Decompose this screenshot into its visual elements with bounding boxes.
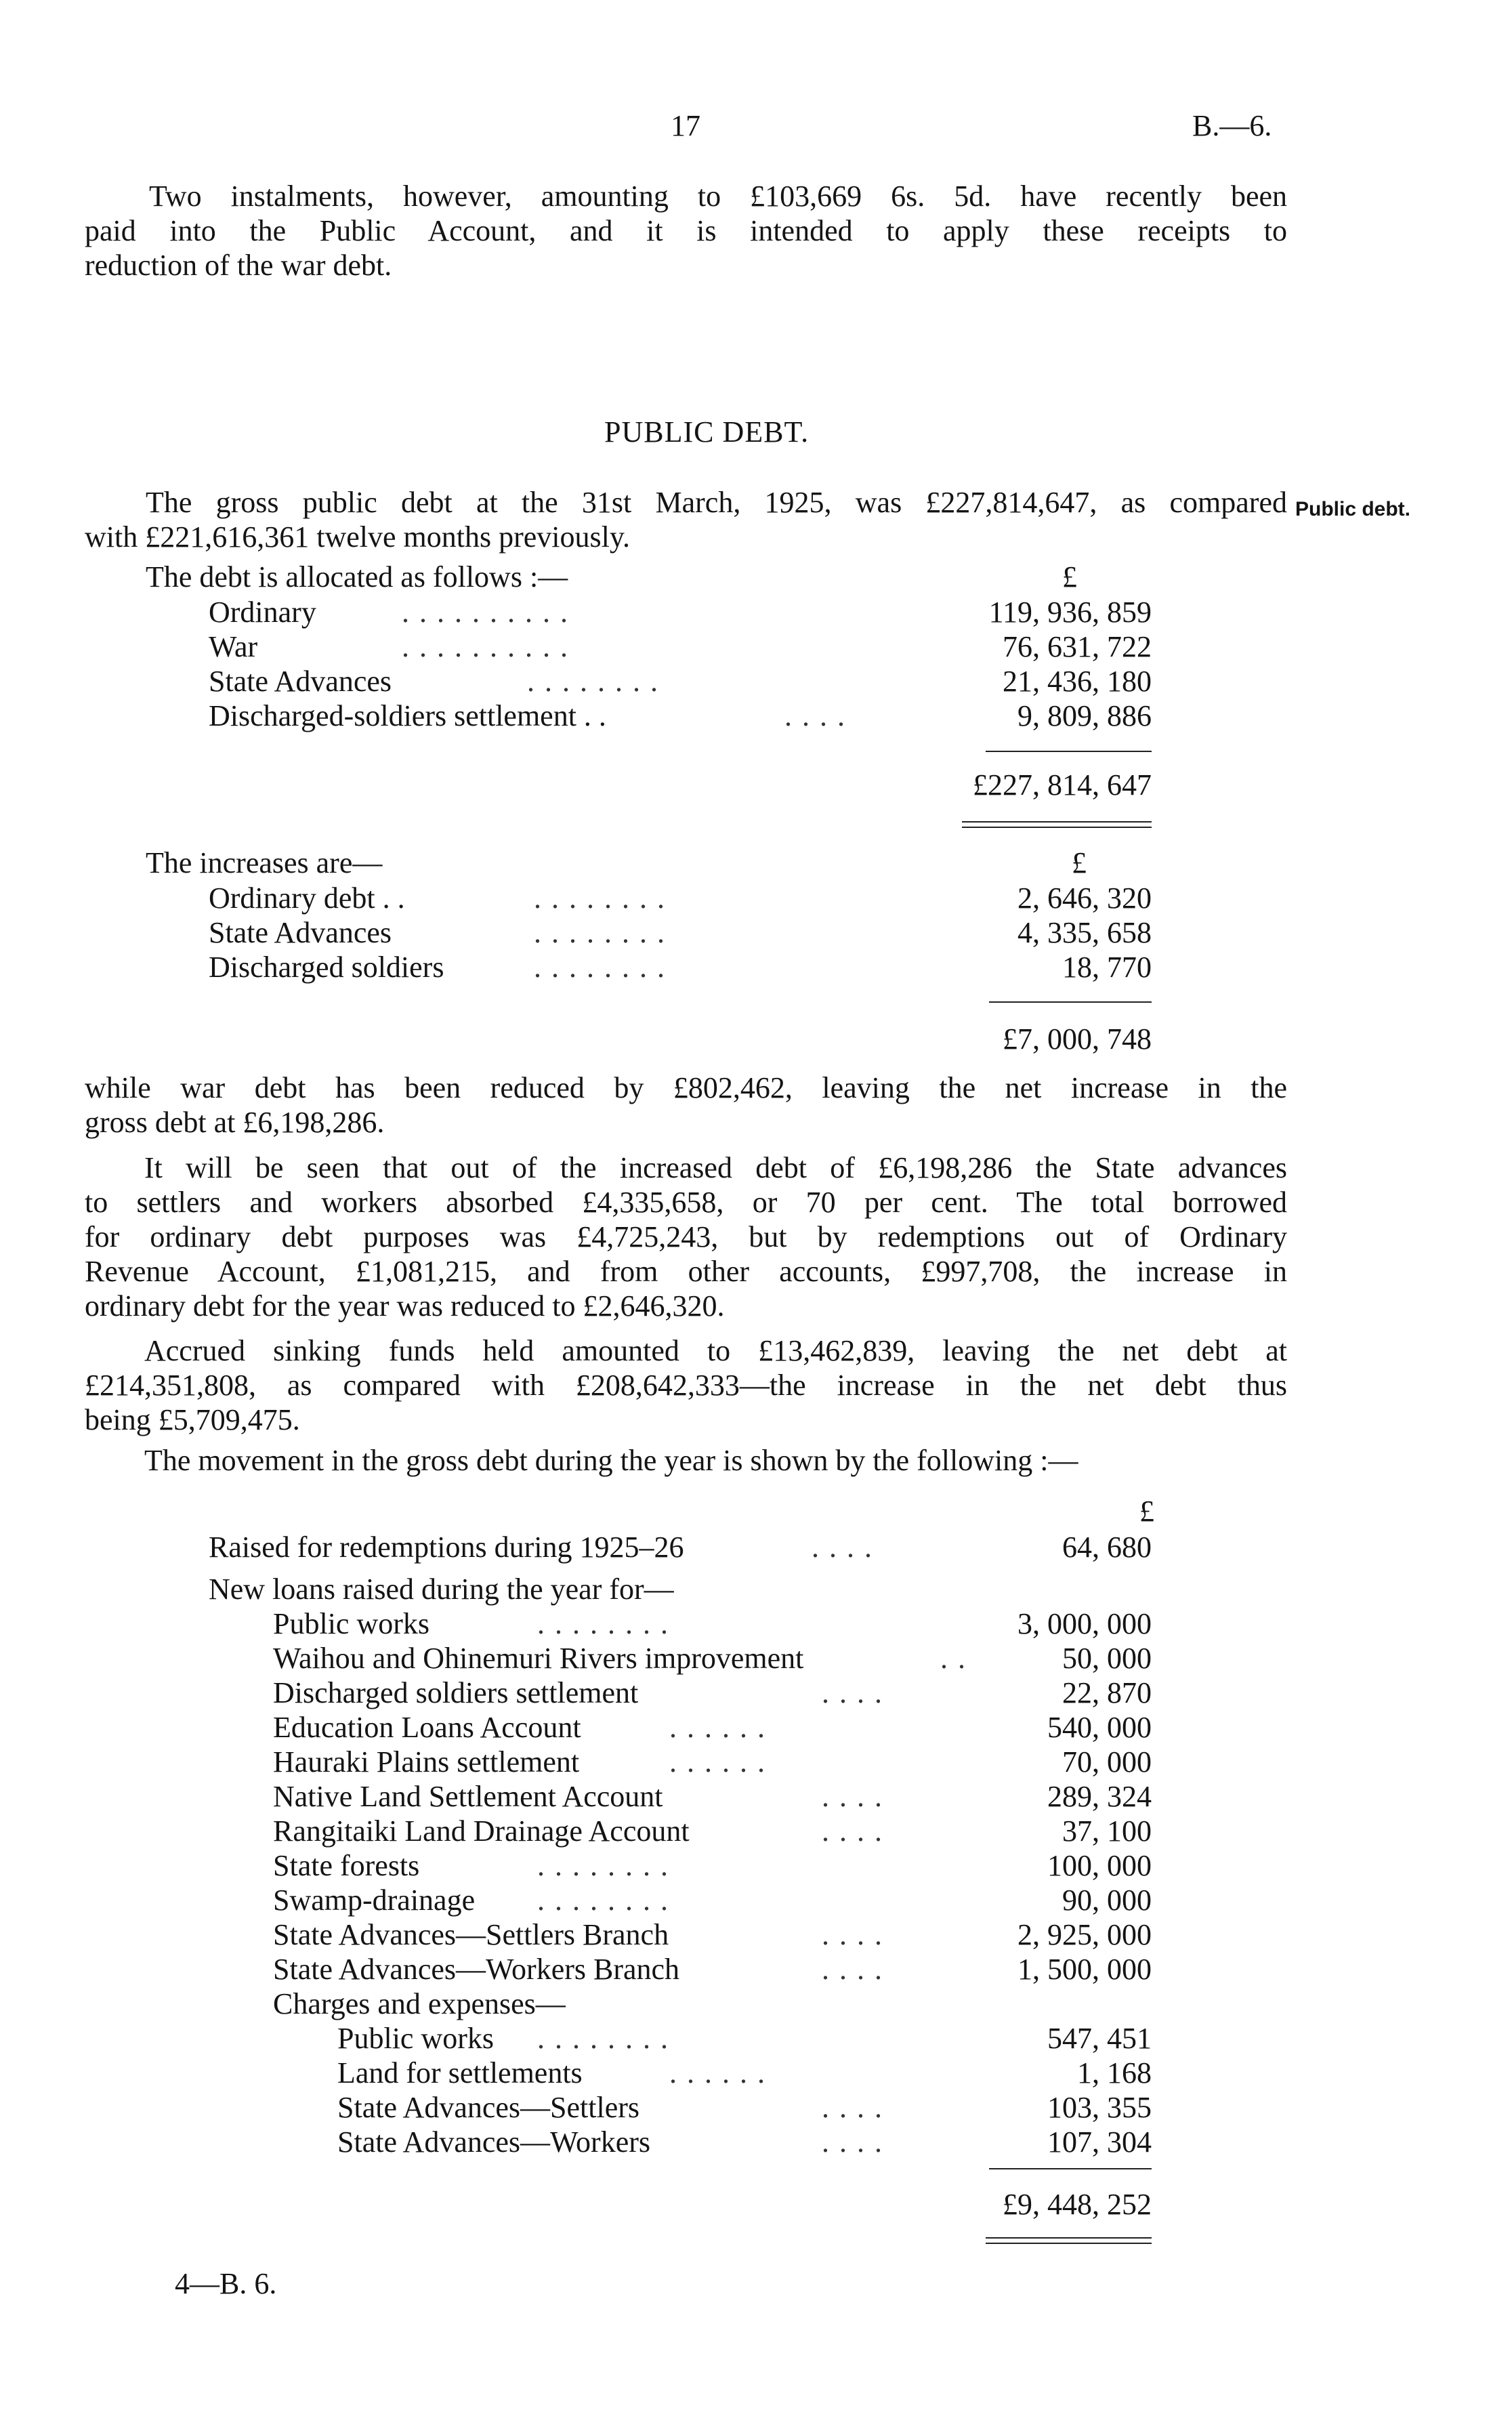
subtotal-rule xyxy=(986,751,1152,752)
leader-dots: . . . . . . . . xyxy=(527,665,659,698)
text-line: to settlers and workers absorbed £4,335,658, or 70 per cent. The total borrowed xyxy=(85,1186,1287,1219)
table-row xyxy=(209,915,1152,950)
table-row xyxy=(209,1987,1152,2021)
leader-dots: . . . . xyxy=(812,1531,873,1564)
row-amount: 64, 680 xyxy=(1062,1531,1152,1564)
text-line: The gross public debt at the 31st March, 1925, was £227,814,647, as compared xyxy=(146,486,1287,519)
row-label: War xyxy=(209,630,258,663)
row-label: Discharged soldiers settlement xyxy=(273,1676,639,1709)
text-line: Revenue Account, £1,081,215, and from other accounts, £997,708, the increase in xyxy=(85,1255,1287,1288)
subtotal-rule xyxy=(989,1001,1152,1003)
table-row xyxy=(209,1883,1152,1917)
row-amount: 2, 646, 320 xyxy=(1017,881,1152,915)
leader-dots: . . . . . . xyxy=(669,1711,766,1744)
text-line: It will be seen that out of the increased debt of £6,198,286 the State advances xyxy=(144,1151,1287,1184)
row-amount: 22, 870 xyxy=(1062,1676,1152,1709)
row-amount: 103, 355 xyxy=(1047,2091,1152,2124)
leader-dots: . . . . xyxy=(822,2125,883,2159)
row-amount: 50, 000 xyxy=(1062,1642,1152,1675)
row-label: State Advances—Workers xyxy=(337,2125,650,2159)
row-amount: 119, 936, 859 xyxy=(988,596,1152,629)
row-amount: 1, 168 xyxy=(1077,2056,1152,2089)
increases-total: £7, 000, 748 xyxy=(1003,1022,1152,1056)
table-row xyxy=(209,629,1152,664)
leader-dots: . . . . xyxy=(784,699,846,732)
table-row xyxy=(209,950,1152,984)
row-amount: 3, 000, 000 xyxy=(1017,1607,1152,1640)
row-amount: 289, 324 xyxy=(1047,1780,1152,1813)
row-amount: 2, 925, 000 xyxy=(1017,1918,1152,1951)
text-line: Accrued sinking funds held amounted to £13,462,839, leaving the net debt at xyxy=(144,1334,1287,1367)
row-label: Swamp-drainage xyxy=(273,1884,476,1917)
leader-dots: . . . . . . . . xyxy=(537,1849,669,1882)
leader-dots: . . . . . . . . xyxy=(537,1884,669,1917)
leader-dots: . . . . . . . . xyxy=(537,2022,669,2055)
text-line: Two instalments, however, amounting to £103,669 6s. 5d. have recently been xyxy=(149,180,1287,213)
row-amount: 9, 809, 886 xyxy=(1017,699,1152,732)
increases-intro: The increases are— xyxy=(146,846,383,879)
row-label: Rangitaiki Land Drainage Account xyxy=(273,1814,690,1848)
allocation-currency-symbol: £ xyxy=(1062,560,1077,594)
table-row xyxy=(209,2090,1152,2125)
row-label: State Advances xyxy=(209,665,392,698)
row-label: State Advances xyxy=(209,916,392,949)
section-title: PUBLIC DEBT. xyxy=(604,415,810,449)
leader-dots: . . . . . . . . . . xyxy=(402,596,569,629)
leader-dots: . . . . xyxy=(822,2091,883,2124)
table-row xyxy=(209,1710,1152,1745)
text-line: being £5,709,475. xyxy=(85,1403,300,1436)
table-row xyxy=(209,1952,1152,1987)
text-line: ordinary debt for the year was reduced to £2,646,320. xyxy=(85,1289,725,1323)
table-row xyxy=(209,881,1152,915)
footer-code: 4—B. 6. xyxy=(175,2267,277,2300)
row-label: Ordinary debt . . xyxy=(209,881,405,915)
leader-dots: . . . . . . . . xyxy=(534,881,666,915)
table-row xyxy=(209,1641,1152,1676)
margin-note: Public debt. xyxy=(1295,498,1411,520)
table-row xyxy=(209,1848,1152,1883)
allocation-intro: The debt is allocated as follows :— xyxy=(146,560,568,594)
row-label: State Advances—Settlers xyxy=(337,2091,640,2124)
total-rule xyxy=(986,2237,1152,2239)
text-line: reduction of the war debt. xyxy=(85,249,392,282)
leader-dots: . . . . xyxy=(822,1780,883,1813)
allocation-total: £227, 814, 647 xyxy=(973,768,1152,802)
row-amount: 37, 100 xyxy=(1062,1814,1152,1848)
leader-dots: . . . . . . . . xyxy=(534,951,666,984)
gross-debt-paragraph xyxy=(85,485,1287,554)
row-label: Discharged-soldiers settlement . . xyxy=(209,699,606,732)
text-line: gross debt at £6,198,286. xyxy=(85,1106,385,1139)
table-row xyxy=(209,595,1152,629)
table-row xyxy=(209,2021,1152,2056)
row-amount: 70, 000 xyxy=(1062,1745,1152,1779)
table-row xyxy=(209,1814,1152,1848)
total-rule xyxy=(986,2243,1152,2244)
leader-dots: . . . . . . . . xyxy=(537,1607,669,1640)
text-line: paid into the Public Account, and it is intended to apply these receipts to xyxy=(85,214,1287,247)
table-row xyxy=(209,1530,1152,1564)
row-label: Public works xyxy=(273,1607,429,1640)
row-amount: 21, 436, 180 xyxy=(1003,665,1152,698)
movement-total: £9, 448, 252 xyxy=(1003,2188,1152,2221)
row-label: New loans raised during the year for— xyxy=(209,1573,674,1606)
movement-intro xyxy=(85,1443,1287,1478)
row-label: Hauraki Plains settlement xyxy=(273,1745,580,1779)
row-label: State Advances—Settlers Branch xyxy=(273,1918,669,1951)
sinking-funds-paragraph xyxy=(85,1333,1287,1437)
row-amount: 540, 000 xyxy=(1047,1711,1152,1744)
leader-dots: . . . . xyxy=(822,1814,883,1848)
row-label: Native Land Settlement Account xyxy=(273,1780,663,1813)
leader-dots: . . . . xyxy=(822,1918,883,1951)
row-amount: 90, 000 xyxy=(1062,1884,1152,1917)
table-row xyxy=(209,1676,1152,1710)
row-label: Education Loans Account xyxy=(273,1711,581,1744)
row-label: Waihou and Ohinemuri Rivers improvement xyxy=(273,1642,804,1675)
row-label: Discharged soldiers xyxy=(209,951,444,984)
text-line: while war debt has been reduced by £802,462, leaving the net increase in the xyxy=(85,1071,1287,1104)
leader-dots: . . . . . . xyxy=(669,1745,766,1779)
table-row xyxy=(209,1745,1152,1779)
table-row xyxy=(209,2056,1152,2090)
total-rule xyxy=(962,827,1152,828)
leader-dots: . . . . xyxy=(822,1953,883,1986)
table-row xyxy=(209,1606,1152,1641)
row-label: State forests xyxy=(273,1849,420,1882)
page-number: 17 xyxy=(671,109,700,142)
table-row xyxy=(209,1779,1152,1814)
document-code: B.—6. xyxy=(1192,109,1272,142)
row-amount: 547, 451 xyxy=(1047,2022,1152,2055)
row-label: Ordinary xyxy=(209,596,316,629)
row-label: Land for settlements xyxy=(337,2056,583,2089)
movement-currency-symbol: £ xyxy=(1139,1495,1154,1528)
row-label: State Advances—Workers Branch xyxy=(273,1953,680,1986)
leader-dots: . . . . . . . . xyxy=(534,916,666,949)
row-amount: 4, 335, 658 xyxy=(1017,916,1152,949)
war-debt-paragraph xyxy=(85,1070,1287,1140)
row-amount: 76, 631, 722 xyxy=(1003,630,1152,663)
text-line: The movement in the gross debt during the year is shown by the following :— xyxy=(144,1444,1078,1477)
leader-dots: . . . . . . . . . . xyxy=(402,630,569,663)
row-amount: 18, 770 xyxy=(1062,951,1152,984)
table-row xyxy=(209,699,1152,733)
leader-dots: . . . . . . xyxy=(669,2056,766,2089)
row-label: Raised for redemptions during 1925–26 xyxy=(209,1531,684,1564)
row-amount: 107, 304 xyxy=(1047,2125,1152,2159)
table-row xyxy=(209,664,1152,699)
increases-currency-symbol: £ xyxy=(1072,846,1087,879)
table-row xyxy=(209,1572,1152,1606)
leader-dots: . . . . xyxy=(822,1676,883,1709)
row-label: Charges and expenses— xyxy=(273,1987,566,2020)
intro-paragraph xyxy=(85,179,1287,283)
state-advances-paragraph xyxy=(85,1150,1287,1323)
leader-dots: . . xyxy=(940,1642,967,1675)
row-amount: 1, 500, 000 xyxy=(1017,1953,1152,1986)
row-label: Public works xyxy=(337,2022,494,2055)
row-amount: 100, 000 xyxy=(1047,1849,1152,1882)
text-line: for ordinary debt purposes was £4,725,243, but by redemptions out of Ordinary xyxy=(85,1220,1287,1253)
subtotal-rule xyxy=(989,2168,1152,2169)
text-line: with £221,616,361 twelve months previously. xyxy=(85,520,630,554)
table-row xyxy=(209,1917,1152,1952)
total-rule xyxy=(962,821,1152,823)
table-row xyxy=(209,2125,1152,2159)
text-line: £214,351,808, as compared with £208,642,333—the increase in the net debt thus xyxy=(85,1369,1287,1402)
